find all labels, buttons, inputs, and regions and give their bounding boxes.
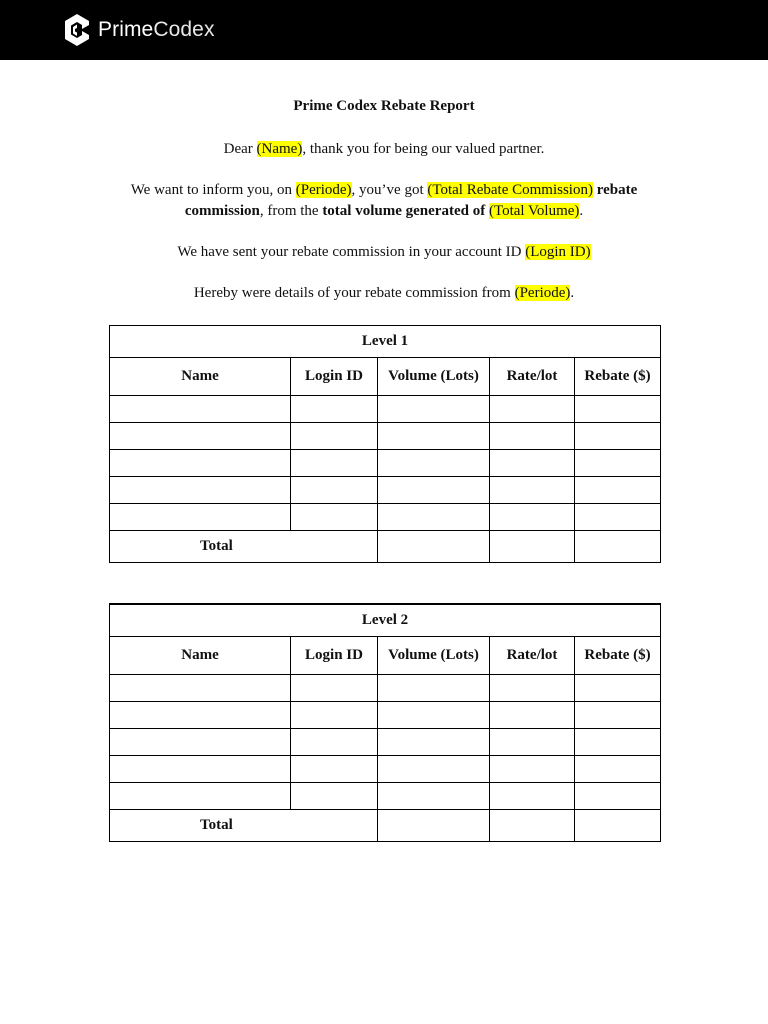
level-2-table [109, 603, 661, 842]
total-commission-placeholder: (Total Rebate Commission) [427, 182, 593, 198]
table-row [110, 729, 661, 756]
table-cell[interactable] [575, 477, 661, 504]
table-row [110, 504, 661, 531]
table-cell[interactable] [575, 702, 661, 729]
table-cell[interactable] [291, 783, 378, 810]
primecodex-logo-icon [62, 12, 92, 48]
total-row [110, 531, 661, 563]
total-rate-cell[interactable] [490, 810, 575, 842]
table-cell[interactable] [291, 729, 378, 756]
table-cell[interactable] [110, 756, 291, 783]
table-cell[interactable] [575, 729, 661, 756]
table-cell[interactable] [378, 450, 490, 477]
table-cell[interactable] [378, 729, 490, 756]
table-cell[interactable] [110, 729, 291, 756]
column-header-login-id: Login ID [291, 358, 378, 396]
column-header-name: Name [110, 358, 291, 396]
header-bar [0, 0, 768, 60]
table-cell[interactable] [490, 756, 575, 783]
table-cell[interactable] [291, 756, 378, 783]
table-cell[interactable] [291, 450, 378, 477]
table-cell[interactable] [490, 423, 575, 450]
table-cell[interactable] [378, 675, 490, 702]
total-volume-cell[interactable] [378, 531, 490, 563]
total-rebate-cell[interactable] [575, 810, 661, 842]
table-cell[interactable] [291, 702, 378, 729]
details-text: Hereby were details of your rebate commission from [193, 285, 515, 301]
total-label: Total [110, 531, 378, 563]
table-level-title: Level 2 [110, 604, 661, 637]
column-header-login-id: Login ID [291, 637, 378, 675]
sent-text: We have sent your rebate commission in your account ID [177, 244, 526, 260]
column-header-rate: Rate/lot [490, 637, 575, 675]
table-cell[interactable] [291, 675, 378, 702]
periode-placeholder: (Periode) [514, 285, 571, 301]
table-cell[interactable] [291, 423, 378, 450]
login-id-placeholder: (Login ID) [525, 244, 591, 260]
table-cell[interactable] [378, 756, 490, 783]
total-rebate-cell[interactable] [575, 531, 661, 563]
table-cell[interactable] [378, 477, 490, 504]
table-cell[interactable] [575, 396, 661, 423]
table-level-title: Level 1 [110, 326, 661, 358]
column-header-name: Name [110, 637, 291, 675]
logo-text-prime: Prime [98, 18, 154, 41]
column-header-rebate: Rebate ($) [575, 637, 661, 675]
greeting-text: Dear [223, 141, 257, 157]
table-cell[interactable] [291, 504, 378, 531]
inform-text: . [579, 203, 584, 219]
table-cell[interactable] [490, 396, 575, 423]
inform-text: We want to inform you, on [130, 182, 296, 198]
logo-text-codex: Codex [153, 18, 215, 41]
table-cell[interactable] [575, 756, 661, 783]
inform-paragraph [110, 180, 658, 222]
table-row [110, 675, 661, 702]
table-cell[interactable] [378, 423, 490, 450]
table-cell[interactable] [110, 675, 291, 702]
table-cell[interactable] [110, 504, 291, 531]
greeting-text-end: , thank you for being our valued partner. [302, 141, 545, 157]
table-cell[interactable] [575, 783, 661, 810]
document-title: Prime Codex Rebate Report [293, 98, 475, 114]
total-volume-cell[interactable] [378, 810, 490, 842]
table-cell[interactable] [291, 396, 378, 423]
table-row [110, 756, 661, 783]
table-row [110, 423, 661, 450]
details-text: . [570, 285, 575, 301]
column-header-rebate: Rebate ($) [575, 358, 661, 396]
column-header-volume: Volume (Lots) [378, 358, 490, 396]
table-cell[interactable] [490, 729, 575, 756]
table-row [110, 783, 661, 810]
total-row [110, 810, 661, 842]
total-label: Total [110, 810, 378, 842]
table-cell[interactable] [378, 396, 490, 423]
table-cell[interactable] [378, 702, 490, 729]
table-row [110, 702, 661, 729]
table-cell[interactable] [490, 450, 575, 477]
table-cell[interactable] [490, 675, 575, 702]
primecodex-logo[interactable] [62, 10, 215, 50]
table-cell[interactable] [291, 477, 378, 504]
table-row [110, 396, 661, 423]
table-cell[interactable] [490, 783, 575, 810]
table-cell[interactable] [378, 504, 490, 531]
table-cell[interactable] [575, 450, 661, 477]
sent-paragraph [110, 242, 658, 263]
inform-bold-text: total volume generated of [322, 203, 486, 219]
table-cell[interactable] [110, 783, 291, 810]
table-cell[interactable] [575, 504, 661, 531]
table-cell[interactable] [110, 477, 291, 504]
table-cell[interactable] [110, 702, 291, 729]
total-rate-cell[interactable] [490, 531, 575, 563]
periode-placeholder: (Periode) [295, 182, 352, 198]
table-row [110, 450, 661, 477]
table-cell[interactable] [490, 504, 575, 531]
logo-text [98, 18, 215, 42]
name-placeholder: (Name) [256, 141, 303, 157]
table-cell[interactable] [575, 423, 661, 450]
inform-bold-text: rebate commission [184, 182, 638, 219]
details-paragraph [110, 283, 658, 304]
table-cell[interactable] [110, 450, 291, 477]
column-header-rate: Rate/lot [490, 358, 575, 396]
table-cell[interactable] [490, 702, 575, 729]
table-cell[interactable] [110, 396, 291, 423]
table-row [110, 477, 661, 504]
level-1-table [109, 325, 661, 563]
table-cell[interactable] [575, 675, 661, 702]
inform-text: , you’ve got [351, 182, 428, 198]
total-volume-placeholder: (Total Volume) [488, 203, 580, 219]
greeting-paragraph [110, 139, 658, 160]
column-header-volume: Volume (Lots) [378, 637, 490, 675]
table-cell[interactable] [110, 423, 291, 450]
table-cell[interactable] [490, 477, 575, 504]
inform-text: , from the [259, 203, 323, 219]
table-cell[interactable] [378, 783, 490, 810]
